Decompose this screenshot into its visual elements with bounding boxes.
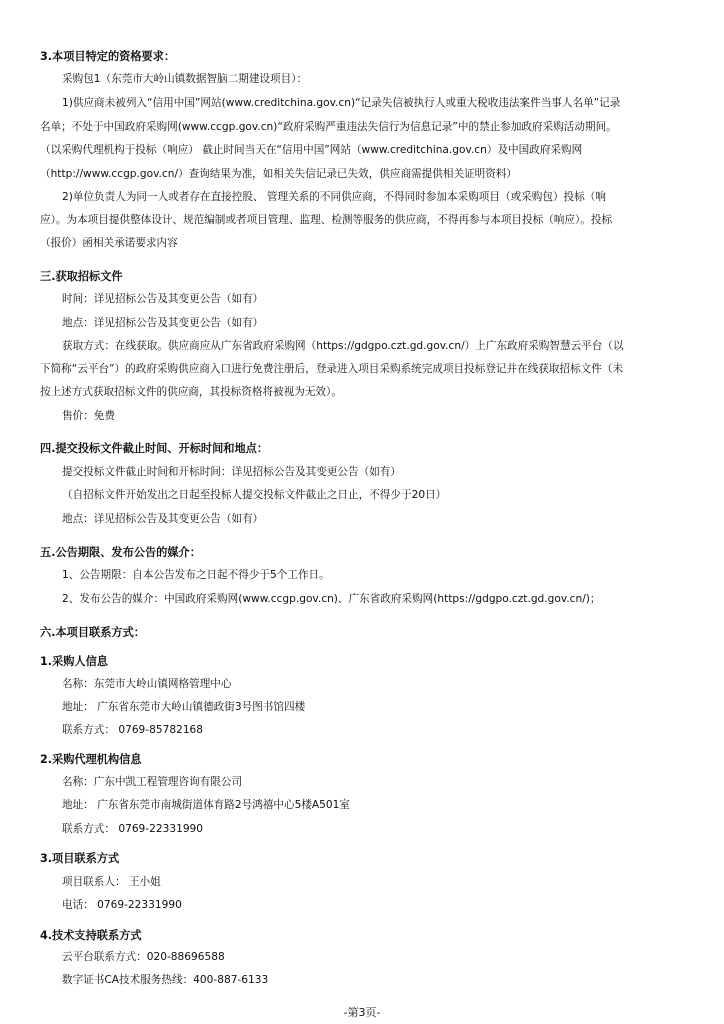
section-heading: 2.采购代理机构信息 xyxy=(40,753,142,766)
text-line: 下简称“云平台”）的政府采购供应商入口进行免费注册后，登录进入项目采购系统完成项目投标登记并在线获取招标文件（未 xyxy=(40,363,624,375)
section-heading: 四.提交投标文件截止时间、开标时间和地点： xyxy=(40,442,269,455)
text-line: 提交投标文件截止时间和开标时间：详见招标公告及其变更公告（如有） xyxy=(62,466,401,478)
text-line: （自招标文件开始发出之日起至投标人提交投标文件截止之日止，不得少于20日） xyxy=(62,489,447,501)
text-line: 1、公告期限：自本公告发布之日起不得少于5个工作日。 xyxy=(62,569,330,581)
text-line: 按上述方式获取招标文件的供应商，其投标资格将被视为无效）。 xyxy=(40,386,342,398)
section-heading: 3.项目联系方式 xyxy=(40,852,120,865)
text-line: 云平台联系方式：020-88696588 xyxy=(62,951,225,963)
text-line: 售价：免费 xyxy=(62,410,115,422)
text-line: 联系方式： 0769-85782168 xyxy=(62,724,204,736)
text-line: 地址： 广东省东莞市南城街道体育路2号鸿禧中心5楼A501室 xyxy=(62,799,350,811)
text-line: 时间：详见招标公告及其变更公告（如有） xyxy=(62,293,264,305)
text-line: 2、发布公告的媒介：中国政府采购网(www.ccgp.gov.cn)、广东省政府采购网(https://gdgpo.czt.gd.gov.cn/)； xyxy=(62,593,601,605)
text-line: 地点：详见招标公告及其变更公告（如有） xyxy=(62,513,264,525)
text-line: 数字证书CA技术服务热线：400-887-6133 xyxy=(62,974,269,986)
text-line: （以采购代理机构于投标（响应） 截止时间当天在“信用中国”网站（www.creditchina.gov.cn）及中国政府采购网 xyxy=(40,144,583,156)
text-line: 名单；不处于中国政府采购网(www.ccgp.gov.cn)“政府采购严重违法失信行为信息记录”中的禁止参加政府采购活动期间。 xyxy=(40,121,617,133)
section-heading: 1.采购人信息 xyxy=(40,655,108,668)
text-line: 地址： 广东省东莞市大岭山镇德政街3号图书馆四楼 xyxy=(62,701,306,713)
section-heading: 六.本项目联系方式： xyxy=(40,626,145,639)
text-line: 1)供应商未被列入“信用中国”网站(www.creditchina.gov.cn)“记录失信被执行人或重大税收违法案件当事人名单”记录 xyxy=(62,97,621,109)
section-heading: 三.获取招标文件 xyxy=(40,270,123,283)
text-line: （http://www.ccgp.gov.cn/）查询结果为准，如相关失信记录已失效，供应商需提供相关证明资料） xyxy=(40,168,518,180)
text-line: 地点：详见招标公告及其变更公告（如有） xyxy=(62,317,264,329)
text-line: （报价）函相关承诺要求内容 xyxy=(40,237,178,249)
text-line: 应）。为本项目提供整体设计、规范编制或者项目管理、监理、检测等服务的供应商，不得再参与本项目投标（响应）。投标 xyxy=(40,214,613,226)
text-line: 联系方式： 0769-22331990 xyxy=(62,823,204,835)
page-number: -第3页- xyxy=(343,1006,381,1019)
section-heading: 五.公告期限、发布公告的媒介： xyxy=(40,546,201,559)
section-heading: 3.本项目特定的资格要求： xyxy=(40,50,176,63)
text-line: 2)单位负责人为同一人或者存在直接控股、 管理关系的不同供应商，不得同时参加本采购项目（或采购包）投标（响 xyxy=(62,191,606,203)
text-line: 电话： 0769-22331990 xyxy=(62,899,182,911)
text-line: 名称：东莞市大岭山镇网格管理中心 xyxy=(62,678,232,690)
text-line: 名称：广东中凯工程管理咨询有限公司 xyxy=(62,776,243,788)
text-line: 项目联系人： 王小姐 xyxy=(62,876,161,888)
text-line: 获取方式：在线获取。供应商应从广东省政府采购网（https://gdgpo.czt.gd.gov.cn/）上广东政府采购智慧云平台（以 xyxy=(62,340,624,352)
text-line: 采购包1（东莞市大岭山镇数据智脑二期建设项目）： xyxy=(62,73,308,85)
section-heading: 4.技术支持联系方式 xyxy=(40,929,142,942)
